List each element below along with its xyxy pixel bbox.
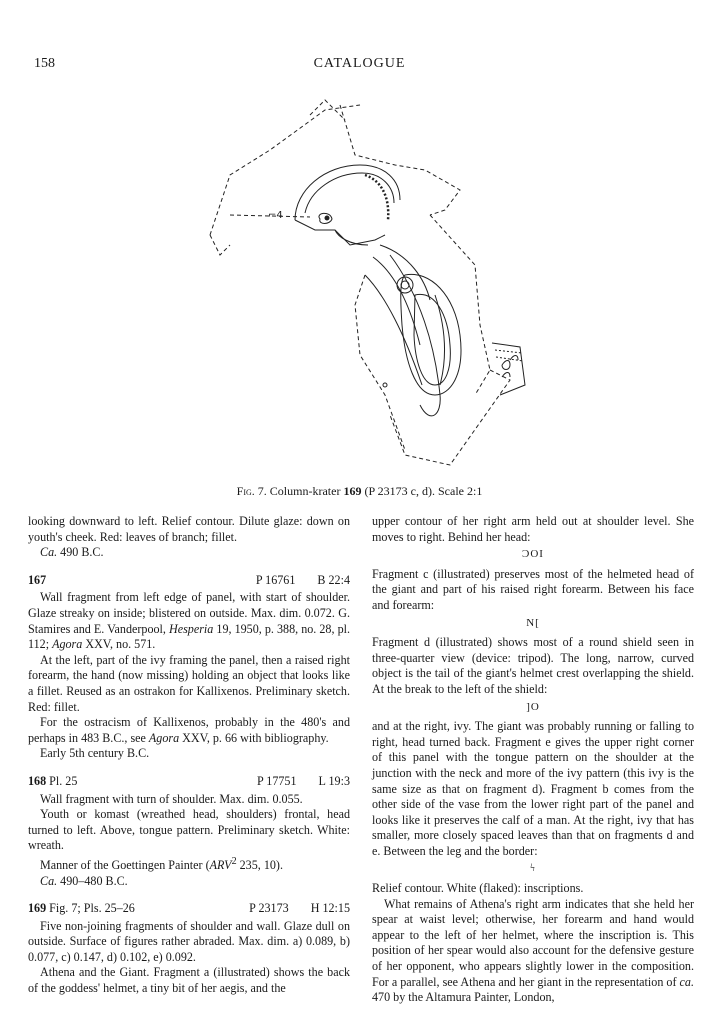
inventory-number: P 16761: [255, 572, 296, 587]
figure-drawing: [190, 95, 550, 470]
inscription-2: Ν[: [526, 616, 540, 629]
caption-prefix: Fig. 7.: [236, 484, 267, 498]
entry-168-header: [28, 774, 350, 790]
right-paragraph-5: Relief contour. White (flaked): inscriptions.: [372, 881, 584, 896]
svg-text:⌐4: ⌐4: [268, 210, 283, 221]
inscription-1: ϽΟΙ: [522, 548, 544, 561]
deposit-location: H 12:15: [310, 901, 350, 916]
entry-167-header: [28, 573, 350, 589]
left-column: [28, 514, 350, 997]
right-paragraph-3: Fragment d (illustrated) shows most of a round shield seen in three-quarter view (device: tripod). The long, narrow, curved object is the tail of the giant's helmet crest overlapping the shield. At the break to the left of the shield:: [372, 635, 694, 696]
page-header: [0, 56, 719, 76]
entry-169-description: Five non-joining fragments of shoulder and wall. Glaze dull on outside. Surface of figures rather abraded. Max. dim. a) 0.089, b) 0.077, c) 0.147, d) 0.102, e) 0.092.: [28, 918, 350, 964]
entry-167-subject: At the left, part of the ivy framing the panel, then a raised right forearm, the hand (now missing) holding an object that looks like a fillet. Reused as an ostrakon for Kallixenos. Preliminary sketch. Red: fillet.: [28, 652, 350, 714]
entry-169-header: [28, 901, 350, 917]
inventory-number: P 23173: [249, 901, 289, 916]
entry-number: 169: [28, 901, 47, 916]
entry-167-description: Wall fragment from left edge of panel, with start of shoulder. Glaze streaky on inside; blistered on outside. Max. dim. 0.072. G. Stamires and E. Vanderpool, Hesperia 19, 1950, p. 388, no. 28, pl. 112; Agora XXV, no. 571.: [28, 590, 350, 652]
inscription-4: ϟ: [530, 862, 536, 875]
figure-caption: [0, 484, 719, 499]
entry-169-subject: Athena and the Giant. Fragment a (illustrated) shows the back of the goddess' helmet, a tiny bit of her aegis, and the: [28, 965, 350, 996]
caption-mid: Column-krater: [269, 484, 344, 498]
running-head: CATALOGUE: [313, 56, 406, 71]
right-paragraph-4: and at the right, ivy. The giant was probably running or falling to right, head turned back. Fragment e gives the upper right corner of this panel with the tongue pattern on the shoulder at the junction with the neck and more of the ivy pattern (this ivy is the same size as that on fragment d). Fragment b comes from the other side of the vase from the lower right part of the panel and looks like it preserves the calf of a man. At the right, ivy that has smaller, more closely spaced leaves than that on fragments d and e. Between the leg and the border:: [372, 719, 694, 858]
krater-fragment-drawing: [190, 95, 550, 470]
deposit-location: B 22:4: [317, 572, 350, 587]
caption-number: 169: [343, 484, 362, 498]
entry-167-note: For the ostracism of Kallixenos, probably in the 480's and perhaps in 483 B.C., see Agora XXV, p. 66 with bibliography.: [28, 715, 350, 745]
plate-ref: Fig. 7; Pls. 25–26: [49, 901, 135, 916]
right-column: [372, 514, 694, 1006]
entry-168-attribution: Manner of the Goettingen Painter (ARV$^2$ 235, 10).: [40, 855, 283, 872]
inventory-number: P 17751: [256, 773, 297, 788]
entry-168-subject: Youth or komast (wreathed head, shoulders) frontal, head turned to left. Above, tongue pattern. Preliminary sketch. White: wreath.: [28, 807, 350, 853]
plate-ref: Pl. 25: [49, 773, 78, 788]
deposit-location: L 19:3: [318, 773, 350, 788]
entry-168-date: Ca. 490–480 B.C.: [40, 873, 128, 888]
inscription-3: ]Ο: [526, 700, 540, 713]
entry-number: 168: [28, 773, 47, 788]
continued-paragraph: looking downward to left. Relief contour. Dilute glaze: down on youth's cheek. Red: leaves of branch; fillet.: [28, 514, 350, 544]
right-paragraph-6: What remains of Athena's right arm indicates that she held her spear at waist level; otherwise, her forearm and hand would appear to the left of her helmet, where the inscription is. This position of her spear would also account for the defensive gesture of her opponent, who appears slightly lower in the composition. For a parallel, see Athena and her giant in the representation of ca. 470 by the Altamura Painter, London,: [372, 896, 694, 1005]
right-paragraph-2: Fragment c (illustrated) preserves most of the helmeted head of the giant and part of his raised right forearm. Between his face and forearm:: [372, 566, 694, 612]
page-number: 158: [34, 56, 55, 71]
entry-167-date: Early 5th century B.C.: [40, 746, 150, 761]
entry-168-description: Wall fragment with turn of shoulder. Max. dim. 0.055.: [40, 791, 303, 806]
caption-rest: (P 23173 c, d). Scale 2:1: [361, 484, 483, 498]
continued-date: Ca. 490 B.C.: [40, 545, 104, 560]
entry-number: 167: [28, 572, 47, 587]
right-paragraph-1: upper contour of her right arm held out at shoulder level. She moves to right. Behind her head:: [372, 514, 694, 544]
